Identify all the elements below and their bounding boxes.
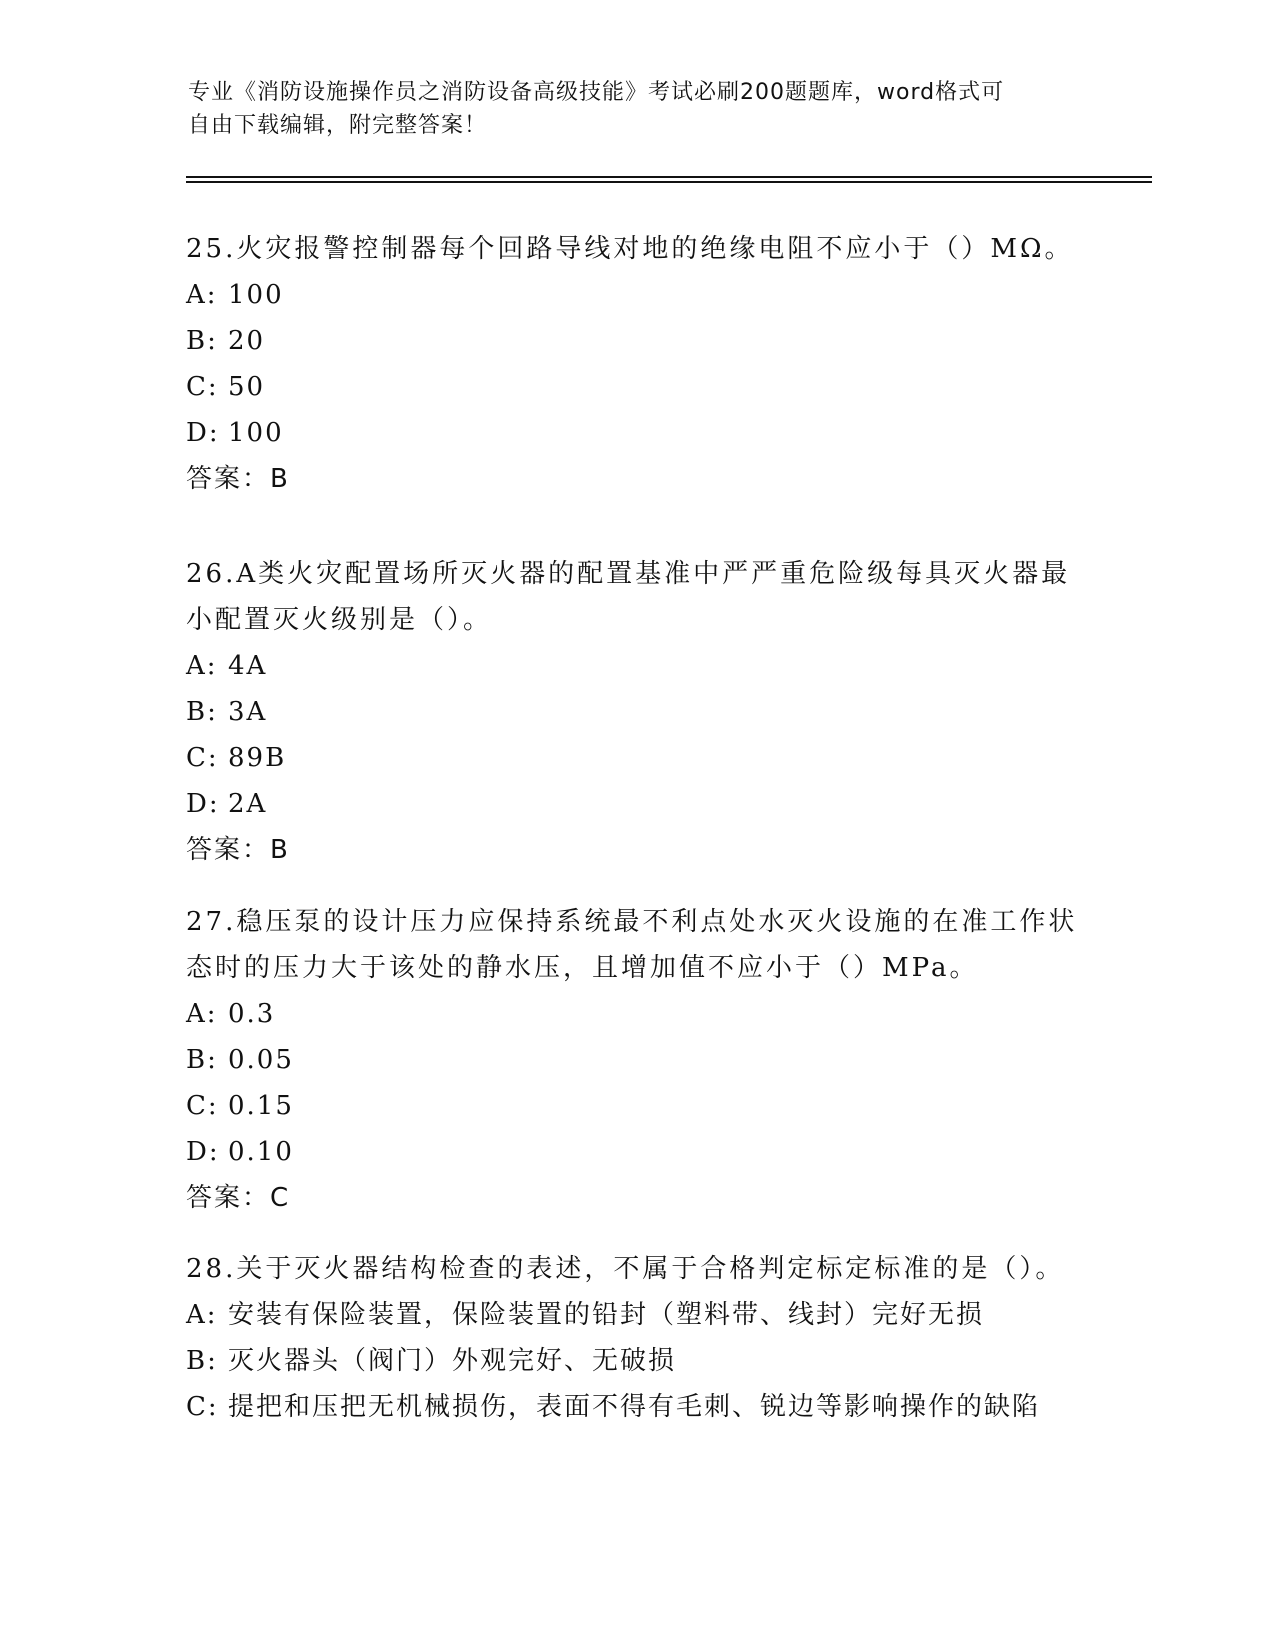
option-b — [186, 318, 1086, 364]
option-text: 灭火器头（阀门）外观完好、无破损 — [228, 1346, 677, 1376]
option-label: B: — [186, 1346, 218, 1376]
option-c — [186, 735, 1086, 781]
option-label: A: — [186, 280, 218, 310]
option-label: D: — [186, 1137, 220, 1167]
option-label: A: — [186, 651, 218, 681]
option-b — [186, 1338, 1086, 1384]
option-c — [186, 1384, 1086, 1430]
option-text: 0.3 — [228, 999, 276, 1029]
option-text: 3A — [228, 697, 268, 727]
option-a — [186, 991, 1086, 1037]
answer: 答案：B — [186, 464, 290, 494]
option-b — [186, 689, 1086, 735]
option-text: 安装有保险装置，保险装置的铅封（塑料带、线封）完好无损 — [228, 1300, 985, 1330]
option-c — [186, 1083, 1086, 1129]
option-d — [186, 410, 1086, 456]
option-text: 100 — [228, 280, 284, 310]
option-label: C: — [186, 1091, 219, 1121]
option-a — [186, 643, 1086, 689]
option-label: C: — [186, 743, 219, 773]
option-label: D: — [186, 418, 220, 448]
option-d — [186, 1129, 1086, 1175]
question-25 — [186, 226, 1086, 502]
option-text: 20 — [228, 326, 266, 356]
document-header — [188, 76, 1068, 142]
option-text: 0.10 — [228, 1137, 294, 1167]
option-text: 100 — [228, 418, 284, 448]
option-label: A: — [186, 1300, 218, 1330]
header-line-2: 自由下载编辑，附完整答案！ — [188, 113, 488, 138]
question-stem-line: 小配置灭火级别是（）。 — [186, 605, 493, 635]
question-stem-line: 25.火灾报警控制器每个回路导线对地的绝缘电阻不应小于（）MΩ。 — [186, 234, 1074, 264]
question-stem-line: 26.A类火灾配置场所灭火器的配置基准中严严重危险级每具灭火器最 — [186, 559, 1071, 589]
option-label: B: — [186, 1045, 218, 1075]
header-divider-bottom — [186, 181, 1152, 183]
answer: 答案：B — [186, 835, 290, 865]
option-label: D: — [186, 789, 220, 819]
option-label: B: — [186, 697, 218, 727]
option-a — [186, 1292, 1086, 1338]
question-27 — [186, 899, 1086, 1221]
answer: 答案：C — [186, 1183, 291, 1213]
option-label: C: — [186, 1392, 219, 1422]
question-stem-line: 28.关于灭火器结构检查的表述，不属于合格判定标定标准的是（）。 — [186, 1254, 1065, 1284]
option-b — [186, 1037, 1086, 1083]
question-26 — [186, 551, 1086, 873]
option-label: C: — [186, 372, 219, 402]
option-label: B: — [186, 326, 218, 356]
option-text: 0.05 — [228, 1045, 294, 1075]
option-text: 提把和压把无机械损伤，表面不得有毛刺、锐边等影响操作的缺陷 — [228, 1392, 1041, 1422]
header-divider-top — [186, 176, 1152, 178]
option-text: 0.15 — [228, 1091, 294, 1121]
question-28 — [186, 1246, 1086, 1430]
option-d — [186, 781, 1086, 827]
header-line-1: 专业《消防设施操作员之消防设备高级技能》考试必刷200题题库，word格式可 — [188, 80, 1005, 105]
option-label: A: — [186, 999, 218, 1029]
option-text: 89B — [228, 743, 287, 773]
option-text: 50 — [228, 372, 266, 402]
question-stem-line: 27.稳压泵的设计压力应保持系统最不利点处水灭火设施的在准工作状 — [186, 907, 1078, 937]
option-a — [186, 272, 1086, 318]
option-text: 2A — [228, 789, 268, 819]
option-text: 4A — [228, 651, 268, 681]
option-c — [186, 364, 1086, 410]
question-stem-line: 态时的压力大于该处的静水压，且增加值不应小于（）MPa。 — [186, 953, 979, 983]
